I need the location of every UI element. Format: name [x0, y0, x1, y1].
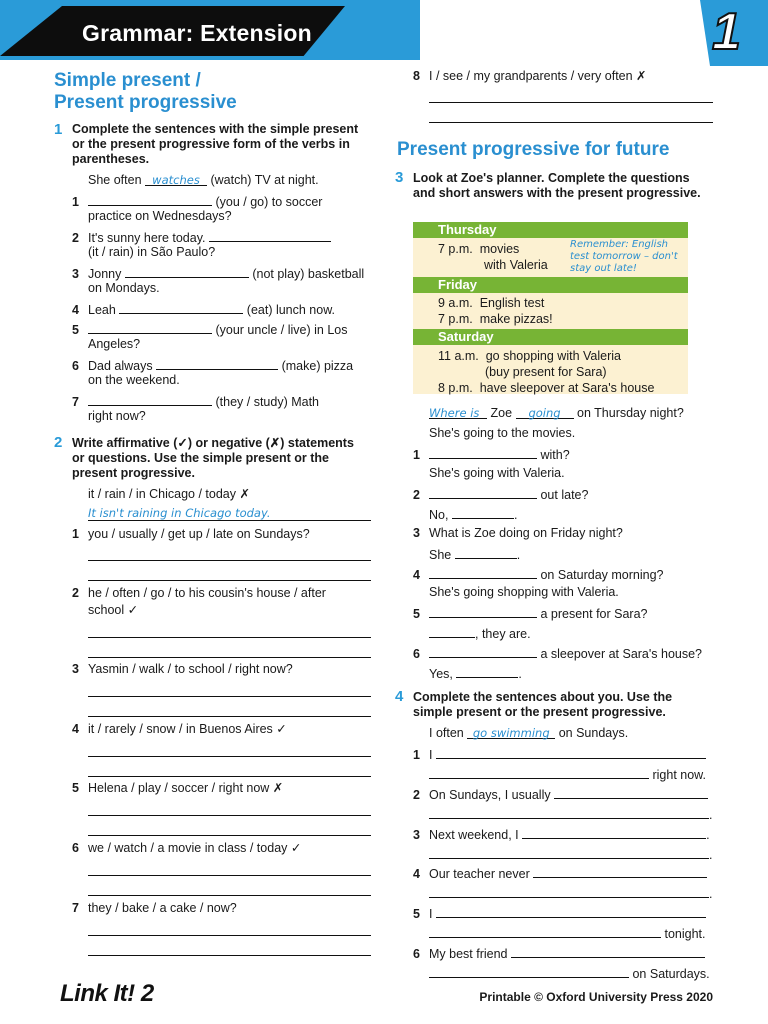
item-reply: Yes, . — [429, 664, 522, 683]
item-text: Jonny — [88, 267, 122, 281]
list-item — [413, 785, 708, 804]
planner-entry: (buy present for Sara) — [485, 365, 607, 379]
answer-blank — [145, 172, 207, 186]
item-number: 1 — [72, 195, 79, 209]
list-item — [413, 525, 623, 542]
exercise-number: 2 — [54, 434, 63, 451]
answer-line[interactable] — [88, 657, 371, 658]
item-text: on Saturdays. — [632, 967, 710, 981]
item-reply — [429, 624, 531, 643]
item-text: Helena / play / soccer / right now ✗ — [88, 781, 284, 795]
section-title-future: Present progressive for future — [397, 139, 670, 160]
item-text: right now. — [652, 768, 706, 782]
section-title-present-progressive: Present progressive — [54, 92, 237, 113]
answer-line[interactable] — [88, 580, 371, 581]
item-text: Our teacher never — [429, 867, 530, 881]
item-continuation — [429, 964, 710, 983]
answer-line[interactable] — [429, 122, 713, 123]
planner-entry — [413, 295, 688, 311]
answer-blank[interactable] — [429, 445, 537, 459]
item-number: 2 — [72, 586, 79, 600]
list-item — [413, 745, 706, 764]
planner-day-thursday: Thursday — [413, 222, 688, 238]
exercise-number: 4 — [395, 688, 404, 705]
planner-day-saturday: Saturday — [413, 329, 688, 345]
planner-time: 7 p.m. — [438, 242, 473, 256]
answer-blank[interactable] — [554, 785, 708, 799]
item-continuation: right now? — [88, 409, 146, 423]
answer-blank[interactable] — [125, 264, 249, 278]
item-text: I / see / my grandparents / very often ✗ — [429, 69, 647, 83]
item-continuation: Angeles? — [88, 337, 141, 351]
item-text: , they are. — [475, 627, 531, 641]
item-number: 2 — [72, 231, 79, 245]
list-item — [413, 68, 647, 85]
item-continuation: . — [429, 805, 712, 824]
answer-blank[interactable] — [511, 944, 705, 958]
item-number: 1 — [413, 448, 420, 462]
item-text: I — [429, 748, 433, 762]
list-item — [413, 604, 648, 623]
answer-blank[interactable] — [429, 644, 537, 658]
item-text: Dad always — [88, 359, 153, 373]
item-text: (not play) basketball — [252, 267, 365, 281]
example-answer: watches — [152, 173, 200, 187]
item-reply: No, . — [429, 505, 517, 524]
answer-blank[interactable] — [429, 845, 709, 859]
item-continuation — [429, 765, 706, 784]
item-text: with? — [540, 448, 570, 462]
item-number: 3 — [413, 828, 420, 842]
item-reply: She's going shopping with Valeria. — [429, 585, 619, 599]
list-item — [72, 300, 335, 319]
item-text: On Sundays, I usually — [429, 788, 551, 802]
item-number: 3 — [72, 267, 79, 281]
item-text: on Saturday morning? — [540, 568, 664, 582]
planner-time: 9 a.m. — [438, 296, 473, 310]
answer-line[interactable] — [88, 895, 371, 896]
answer-blank[interactable] — [429, 624, 475, 638]
item-text: a present for Sara? — [540, 607, 648, 621]
planner-day-friday: Friday — [413, 277, 688, 293]
item-text: Yasmin / walk / to school / right now? — [88, 662, 293, 676]
answer-line[interactable] — [88, 560, 371, 561]
item-text: Leah — [88, 303, 116, 317]
item-text: What is Zoe doing on Friday night? — [429, 526, 623, 540]
exercise-number: 1 — [54, 121, 63, 138]
item-reply: She . — [429, 545, 520, 564]
item-number: 4 — [413, 568, 420, 582]
answer-blank[interactable] — [88, 320, 212, 334]
list-item — [72, 585, 326, 602]
planner-event: go shopping with Valeria — [485, 349, 621, 363]
exercise-number: 3 — [395, 169, 404, 186]
answer-blank[interactable] — [429, 565, 537, 579]
example-answer: It isn't raining in Chicago today. — [88, 506, 271, 520]
example-question — [429, 405, 684, 422]
item-text: they / bake / a cake / now? — [88, 901, 237, 915]
answer-line[interactable] — [429, 102, 713, 103]
item-text: Next weekend, I — [429, 828, 519, 842]
answer-line — [88, 520, 371, 521]
example-prompt: it / rain / in Chicago / today ✗ — [88, 487, 250, 501]
answer-line[interactable] — [88, 875, 371, 876]
copyright-credit: Printable © Oxford University Press 2020 — [479, 990, 713, 1004]
item-number: 3 — [413, 526, 420, 540]
item-number: 1 — [413, 748, 420, 762]
item-number: 4 — [413, 867, 420, 881]
answer-blank[interactable] — [429, 924, 661, 938]
example-answer: Where is — [429, 406, 480, 420]
item-text: (eat) lunch now. — [246, 303, 336, 317]
answer-line[interactable] — [88, 815, 371, 816]
list-item: 3 Next weekend, I . — [413, 825, 710, 844]
section-title-simple-present: Simple present / — [54, 70, 201, 91]
item-text: (you / go) to soccer — [215, 195, 323, 209]
answer-blank[interactable] — [88, 392, 212, 406]
answer-blank[interactable] — [436, 904, 706, 918]
answer-blank[interactable] — [429, 884, 709, 898]
answer-blank[interactable] — [429, 765, 649, 779]
example-answer: going — [528, 406, 561, 420]
planner-time: 8 p.m. — [438, 381, 473, 395]
answer-blank[interactable] — [452, 505, 514, 519]
list-item — [72, 661, 293, 678]
answer-line[interactable] — [88, 955, 371, 956]
answer-blank[interactable] — [119, 300, 243, 314]
planner-time: 7 p.m. — [438, 312, 473, 326]
planner-event: movies — [479, 242, 520, 256]
item-number: 6 — [413, 947, 420, 961]
answer-blank[interactable] — [209, 228, 331, 242]
planner-entry — [413, 311, 688, 327]
item-number: 5 — [72, 323, 79, 337]
exercise-instruction: Complete the sentences with the simple present or the present progressive form of the verbs in parentheses. — [72, 122, 359, 166]
answer-line[interactable] — [88, 696, 371, 697]
item-text: out late? — [540, 488, 589, 502]
example-reply: She's going to the movies. — [429, 426, 576, 440]
planner-entry — [413, 380, 688, 396]
answer-line[interactable] — [88, 716, 371, 717]
answer-line[interactable] — [88, 835, 371, 836]
planner-time: 11 a.m. — [438, 349, 479, 363]
list-item — [413, 904, 706, 923]
list-item — [413, 565, 663, 584]
item-number: 4 — [72, 303, 79, 317]
item-number: 4 — [72, 722, 79, 736]
example-text: She often — [88, 173, 142, 187]
answer-blank — [467, 725, 555, 739]
list-item — [413, 644, 702, 663]
planner-entry — [413, 348, 688, 364]
list-item — [413, 445, 570, 464]
item-text: She — [429, 548, 452, 562]
item-continuation — [429, 924, 706, 943]
item-number: 6 — [72, 841, 79, 855]
answer-blank[interactable] — [533, 864, 707, 878]
answer-blank[interactable] — [455, 545, 517, 559]
planner-entry: with Valeria — [484, 258, 548, 272]
answer-blank[interactable] — [429, 604, 537, 618]
item-text: I — [429, 907, 433, 921]
example-text: on Thursday night? — [577, 406, 684, 420]
list-item — [72, 721, 287, 738]
answer-blank — [429, 405, 487, 419]
answer-line[interactable] — [88, 935, 371, 936]
answer-line[interactable] — [88, 776, 371, 777]
item-text: he / often / go / to his cousin's house / after — [88, 586, 326, 600]
answer-blank[interactable] — [429, 485, 537, 499]
item-text: (make) pizza — [281, 359, 354, 373]
answer-blank[interactable] — [88, 192, 212, 206]
item-number: 7 — [72, 901, 79, 915]
answer-line[interactable] — [88, 637, 371, 638]
answer-blank — [516, 405, 574, 419]
item-number: 7 — [72, 395, 79, 409]
answer-line[interactable] — [88, 756, 371, 757]
answer-blank[interactable] — [456, 664, 518, 678]
item-text: tonight. — [664, 927, 706, 941]
answer-blank[interactable] — [429, 964, 629, 978]
unit-number: 1 — [712, 3, 741, 61]
item-continuation: on the weekend. — [88, 373, 180, 387]
item-number: 2 — [413, 488, 420, 502]
item-text: a sleepover at Sara's house? — [540, 647, 703, 661]
link-it-logo: Link It! 2 — [60, 980, 154, 1007]
item-text: My best friend — [429, 947, 508, 961]
item-number: 5 — [413, 907, 420, 921]
planner-event: make pizzas! — [479, 312, 553, 326]
exercise-instruction: Write affirmative (✓) or negative (✗) statements or questions. Use the simple present or the present progressive. — [72, 436, 354, 480]
item-continuation: (it / rain) in São Paulo? — [88, 245, 216, 259]
item-text: (they / study) Math — [215, 395, 319, 409]
item-number: 8 — [413, 69, 420, 83]
list-item — [413, 485, 588, 504]
item-continuation: practice on Wednesdays? — [88, 209, 232, 223]
answer-blank[interactable] — [436, 745, 706, 759]
item-number: 6 — [413, 647, 420, 661]
example-answer: go swimming — [472, 726, 550, 740]
list-item — [72, 900, 237, 917]
item-continuation: on Mondays. — [88, 281, 160, 295]
planner-note: Remember: English test tomorrow – don't stay out late! — [570, 239, 678, 274]
item-number: 5 — [413, 607, 420, 621]
planner-event: English test — [479, 296, 545, 310]
example-sentence — [88, 172, 319, 189]
example-text: on Sundays. — [558, 726, 629, 740]
exercise-instruction: Look at Zoe's planner. Complete the questions and short answers with the present progressive. — [413, 171, 701, 200]
item-reply: She's going with Valeria. — [429, 466, 565, 480]
list-item — [72, 840, 301, 857]
item-continuation: school ✓ — [88, 603, 139, 617]
item-continuation: . — [429, 884, 712, 903]
answer-blank[interactable] — [522, 825, 706, 839]
item-text: No, — [429, 508, 449, 522]
item-text: Yes, — [429, 667, 453, 681]
item-number: 3 — [72, 662, 79, 676]
item-number: 6 — [72, 359, 79, 373]
item-text: It's sunny here today. — [88, 231, 206, 245]
list-item — [413, 944, 705, 963]
list-item — [413, 864, 707, 883]
item-number: 2 — [413, 788, 420, 802]
list-item — [72, 780, 283, 797]
page-title: Grammar: Extension — [82, 20, 312, 46]
item-text: it / rarely / snow / in Buenos Aires ✓ — [88, 722, 287, 736]
item-number: 5 — [72, 781, 79, 795]
answer-blank[interactable] — [429, 805, 709, 819]
example-sentence — [429, 725, 628, 742]
exercise-instruction: Complete the sentences about you. Use the simple present or the present progressive. — [413, 690, 673, 719]
planner-event: have sleepover at Sara's house — [479, 381, 655, 395]
example-text: Zoe — [490, 406, 513, 420]
item-text: we / watch / a movie in class / today ✓ — [88, 841, 302, 855]
item-text: you / usually / get up / late on Sundays? — [88, 527, 310, 541]
example-text: I often — [429, 726, 464, 740]
item-text: (your uncle / live) in Los — [215, 323, 348, 337]
item-number: 1 — [72, 527, 79, 541]
example-text: (watch) TV at night. — [210, 173, 319, 187]
answer-blank[interactable] — [156, 356, 278, 370]
list-item — [72, 526, 310, 543]
item-continuation: . — [429, 845, 712, 864]
